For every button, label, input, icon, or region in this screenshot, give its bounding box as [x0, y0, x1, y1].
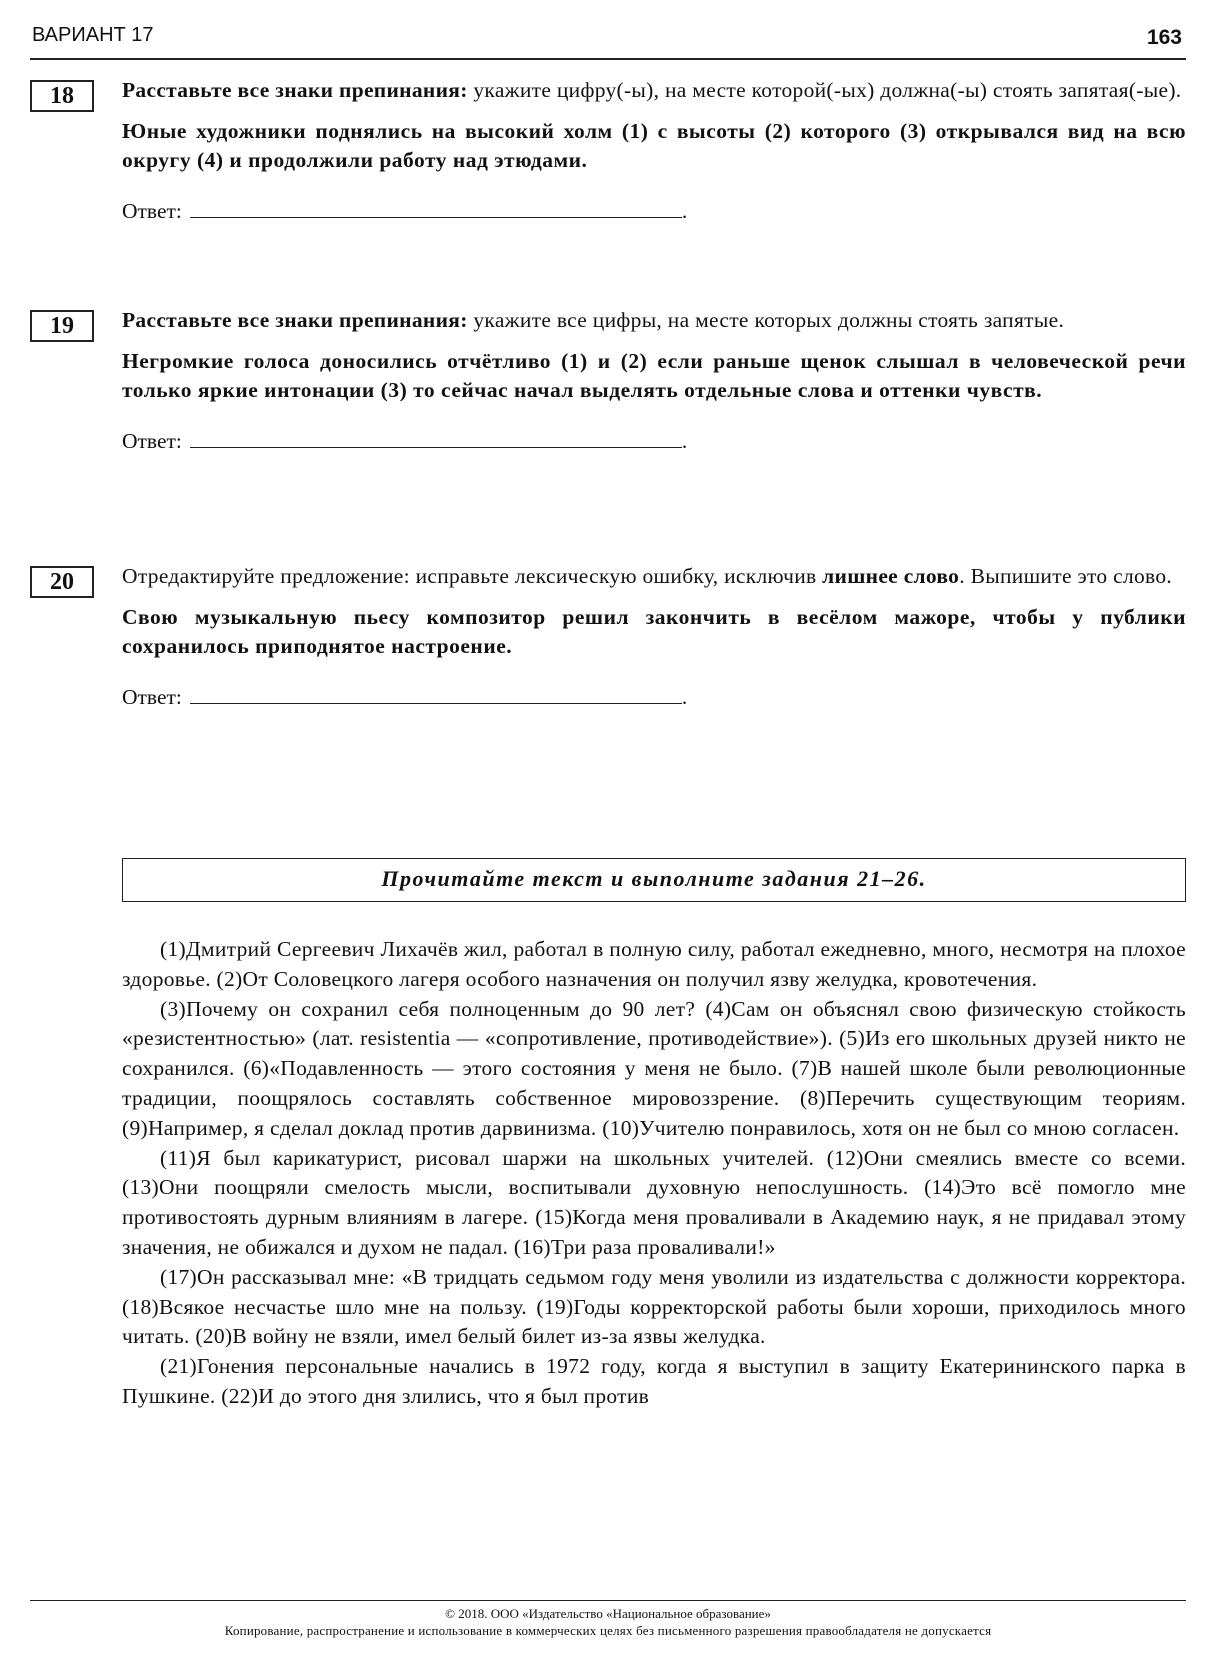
task-20: [30, 562, 1186, 712]
answer-field[interactable]: [190, 195, 682, 218]
variant-title: ВАРИАНТ 17: [32, 24, 154, 46]
copyright: © 2018. ООО «Издательство «Национальное образование»: [445, 1606, 771, 1621]
instruction-bold: Расставьте все знаки препинания:: [122, 78, 468, 102]
task-number: 19: [30, 310, 94, 342]
task-instruction: [122, 562, 1186, 591]
task-instruction: [122, 306, 1186, 335]
task-sentence: Негромкие голоса доносились отчётливо (1) и (2) если раньше щенок слышал в человеческой речи только яркие интонации (3) то сейчас начал выделять отдельные слова и оттенки чувств.: [122, 349, 1186, 402]
instruction-text: укажите все цифры, на месте которых должны стоять запятые.: [467, 308, 1065, 332]
copyright-notice: Копирование, распространение и использование в коммерческих целях без письменного разрешения правообладателя не допускается: [224, 1623, 992, 1638]
page-number: 163: [1146, 26, 1182, 49]
instruction-text: Отредактируйте предложение: исправьте лексическую ошибку, исключив: [122, 564, 823, 588]
text-paragraph: (11)Я был карикатурист, рисовал шаржи на школьных учителей. (12)Они смеялись вместе со всеми. (13)Они поощряли смелость мысли, воспитывали духовную непослушность. (14)Это всё помогло мне противостоять дурным влияниям в лагере. (15)Когда меня проваливали в Академию наук, я не придавал этому значения, не обижался и духом не падал. (16)Три раза проваливали!»: [122, 1145, 1186, 1259]
answer-label: Ответ:: [122, 685, 182, 709]
task-number: 20: [30, 566, 94, 598]
instruction-text-end: . Выпишите это слово.: [959, 564, 1173, 588]
task-19: [30, 306, 1186, 456]
task-18: [30, 76, 1186, 226]
instruction-text: укажите цифру(-ы), на месте которой(-ых) должна(-ы) стоять запятая(-ые).: [467, 78, 1182, 102]
text-paragraph: (1)Дмитрий Сергеевич Лихачёв жил, работал в полную силу, работал ежедневно, много, несмотря на плохое здоровье. (2)От Соловецкого лагеря особого назначения он получил язву желудка, кровотечения.: [122, 937, 1186, 991]
text-paragraph: (3)Почему он сохранил себя полноценным до 90 лет? (4)Сам он объяснял свою физическую стойкость «резистентностью» (лат. resistentia — «сопротивление, противодействие»). (5)Из его школьных друзей никто не сохранился. (6)«Подавленность — этого состояния у меня не было. (7)В нашей школе были революционные традиции, поощрялось составлять собственное мировоззрение. (8)Перечить существующим теориям. (9)Например, я сделал доклад против дарвинизма. (10)Учителю понравилось, хотя он не был со мною согласен.: [122, 996, 1186, 1140]
task-number: 18: [30, 80, 94, 112]
reading-instruction-box: Прочитайте текст и выполните задания 21–26.: [122, 858, 1186, 902]
text-paragraph: (17)Он рассказывал мне: «В тридцать седьмом году меня уволили из издательства с должности корректора. (18)Всякое несчастье шло мне на пользу. (19)Годы корректорской работы были хороши, приходилось много читать. (20)В войну не взяли, имел белый билет из-за язвы желудка.: [122, 1264, 1186, 1349]
answer-label: Ответ:: [122, 429, 182, 453]
task-sentence: Юные художники поднялись на высокий холм (1) с высоты (2) которого (3) открывался вид на всю округу (4) и продолжили работу над этюдами.: [122, 119, 1186, 172]
page-header: [30, 18, 1186, 60]
answer-field[interactable]: [190, 681, 682, 704]
instruction-bold: лишнее слово: [822, 564, 960, 588]
task-instruction: [122, 76, 1186, 105]
page-footer: [30, 1600, 1186, 1639]
answer-row: Ответ: .: [122, 425, 1186, 456]
answer-row: Ответ: .: [122, 195, 1186, 226]
task-sentence: Свою музыкальную пьесу композитор решил закончить в весёлом мажоре, чтобы у публики сохранилось приподнятое настроение.: [122, 605, 1186, 658]
answer-label: Ответ:: [122, 199, 182, 223]
answer-field[interactable]: [190, 425, 682, 448]
text-paragraph: (21)Гонения персональные начались в 1972 году, когда я выступил в защиту Екатерининского парка в Пушкине. (22)И до этого дня злились, что я был против: [122, 1354, 1186, 1408]
answer-row: Ответ: .: [122, 681, 1186, 712]
reading-text: [122, 935, 1186, 1412]
instruction-bold: Расставьте все знаки препинания:: [122, 308, 468, 332]
